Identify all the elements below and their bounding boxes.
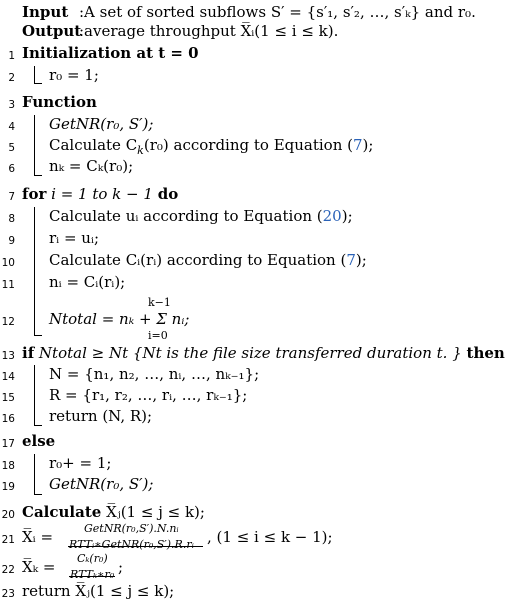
keyword-calculate: Calculate <box>22 503 102 521</box>
line-number: 13 <box>1 350 15 362</box>
fraction-numerator: GetNR(r₀,S′).N.nᵢ <box>84 522 179 535</box>
output-label: Output <box>22 22 82 40</box>
line-number: 3 <box>8 99 15 111</box>
formula-lhs: X̅ₖ = <box>22 558 56 576</box>
line-number: 2 <box>8 72 15 84</box>
line-text: R = {r₁, r₂, …, rᵢ, …, rₖ₋₁}; <box>49 386 248 404</box>
line-number: 7 <box>8 191 15 203</box>
fraction-bar <box>68 546 203 547</box>
line-text: N = {n₁, n₂, …, nᵢ, …, nₖ₋₁}; <box>49 365 260 383</box>
line-text: Function <box>22 93 97 111</box>
block-bar <box>34 454 35 494</box>
line-number: 8 <box>8 213 15 225</box>
keyword-for: for <box>22 185 47 203</box>
sum-upper-limit: k−1 <box>148 296 171 309</box>
line-number: 17 <box>1 438 15 450</box>
line-number: 12 <box>1 316 15 328</box>
line-text: Initialization at t = 0 <box>22 44 199 62</box>
line-text: GetNR(r₀, S′); <box>49 475 154 493</box>
subscript: k <box>137 144 144 157</box>
line-text: r₀ = 1; <box>49 66 99 84</box>
line-text: nₖ = Cₖ(r₀); <box>49 157 134 175</box>
line-text: rᵢ = uᵢ; <box>49 229 100 247</box>
line-text: GetNR(r₀, S′); <box>49 115 154 133</box>
fraction-denominator: RTTₖ∗r₀ <box>70 568 115 581</box>
equation-reference-link[interactable]: 20 <box>322 207 342 225</box>
line-number: 4 <box>8 121 15 133</box>
text-segment: ); <box>362 136 374 154</box>
line-number: 22 <box>1 564 15 576</box>
block-hook <box>34 494 42 495</box>
text-segment: ); <box>341 207 353 225</box>
keyword-then: then <box>466 344 505 362</box>
block-hook <box>34 83 42 84</box>
output-text: :average throughput X̅ᵢ(1 ≤ i ≤ k). <box>79 22 339 40</box>
fraction-bar <box>69 576 115 577</box>
line-text: Ntotal = nₖ + Σ nᵢ; <box>49 310 190 328</box>
line-number: 9 <box>8 235 15 247</box>
formula-rest: , (1 ≤ i ≤ k − 1); <box>207 528 333 546</box>
fraction-numerator: Cₖ(r₀) <box>77 552 108 565</box>
text-segment: Calculate Cᵢ(rᵢ) according to Equation ( <box>49 251 347 269</box>
text-segment: X̅ⱼ(1 ≤ j ≤ k); <box>101 503 205 521</box>
equation-reference-link[interactable]: 7 <box>346 251 356 269</box>
line-number: 15 <box>1 392 15 404</box>
line-text <box>22 503 205 521</box>
formula-rest: ; <box>118 558 124 576</box>
line-number: 23 <box>1 588 15 600</box>
condition: Ntotal ≥ Nt {Nt is the file size transferred duration t. } <box>34 344 467 362</box>
equation-reference-link[interactable]: 7 <box>353 136 363 154</box>
line-text: nᵢ = Cᵢ(rᵢ); <box>49 273 126 291</box>
line-number: 19 <box>1 481 15 493</box>
line-text <box>22 185 178 203</box>
line-number: 18 <box>1 460 15 472</box>
line-number: 16 <box>1 413 15 425</box>
block-bar <box>34 66 35 83</box>
sum-lower-limit: i=0 <box>148 329 168 342</box>
fraction-denominator: RTTᵢ∗GetNR(r₀,S′).R.rᵢ <box>69 538 194 551</box>
block-bar <box>34 365 35 425</box>
text-segment: ); <box>355 251 367 269</box>
block-hook <box>34 335 42 336</box>
line-number: 10 <box>1 257 15 269</box>
line-number: 20 <box>1 509 15 521</box>
line-number: 21 <box>1 534 15 546</box>
input-label: Input <box>22 3 69 21</box>
formula-lhs: X̅ᵢ = <box>22 528 54 546</box>
block-hook <box>34 175 42 176</box>
block-bar <box>34 115 35 175</box>
line-text: return X̅ⱼ(1 ≤ j ≤ k); <box>22 582 175 600</box>
line-text <box>22 344 505 362</box>
keyword-do: do <box>157 185 179 203</box>
text-segment: Calculate uᵢ according to Equation ( <box>49 207 323 225</box>
line-number: 11 <box>1 279 15 291</box>
line-number: 14 <box>1 371 15 383</box>
line-text: r₀+ = 1; <box>49 454 112 472</box>
text-segment: (r₀) according to Equation ( <box>143 136 353 154</box>
line-number: 6 <box>8 163 15 175</box>
line-text <box>49 207 353 225</box>
block-hook <box>34 425 42 426</box>
line-number: 5 <box>8 142 15 154</box>
block-bar <box>34 207 35 335</box>
line-number: 1 <box>8 50 15 62</box>
input-text: :A set of sorted subflows S′ = {s′₁, s′₂, …, s′ₖ} and r₀. <box>79 3 476 21</box>
loop-range: i = 1 to k − 1 <box>46 185 158 203</box>
line-text: return (N, R); <box>49 407 153 425</box>
line-text <box>49 251 367 269</box>
text-segment: Calculate C <box>49 136 138 154</box>
keyword-if: if <box>22 344 35 362</box>
keyword-else: else <box>22 432 56 450</box>
